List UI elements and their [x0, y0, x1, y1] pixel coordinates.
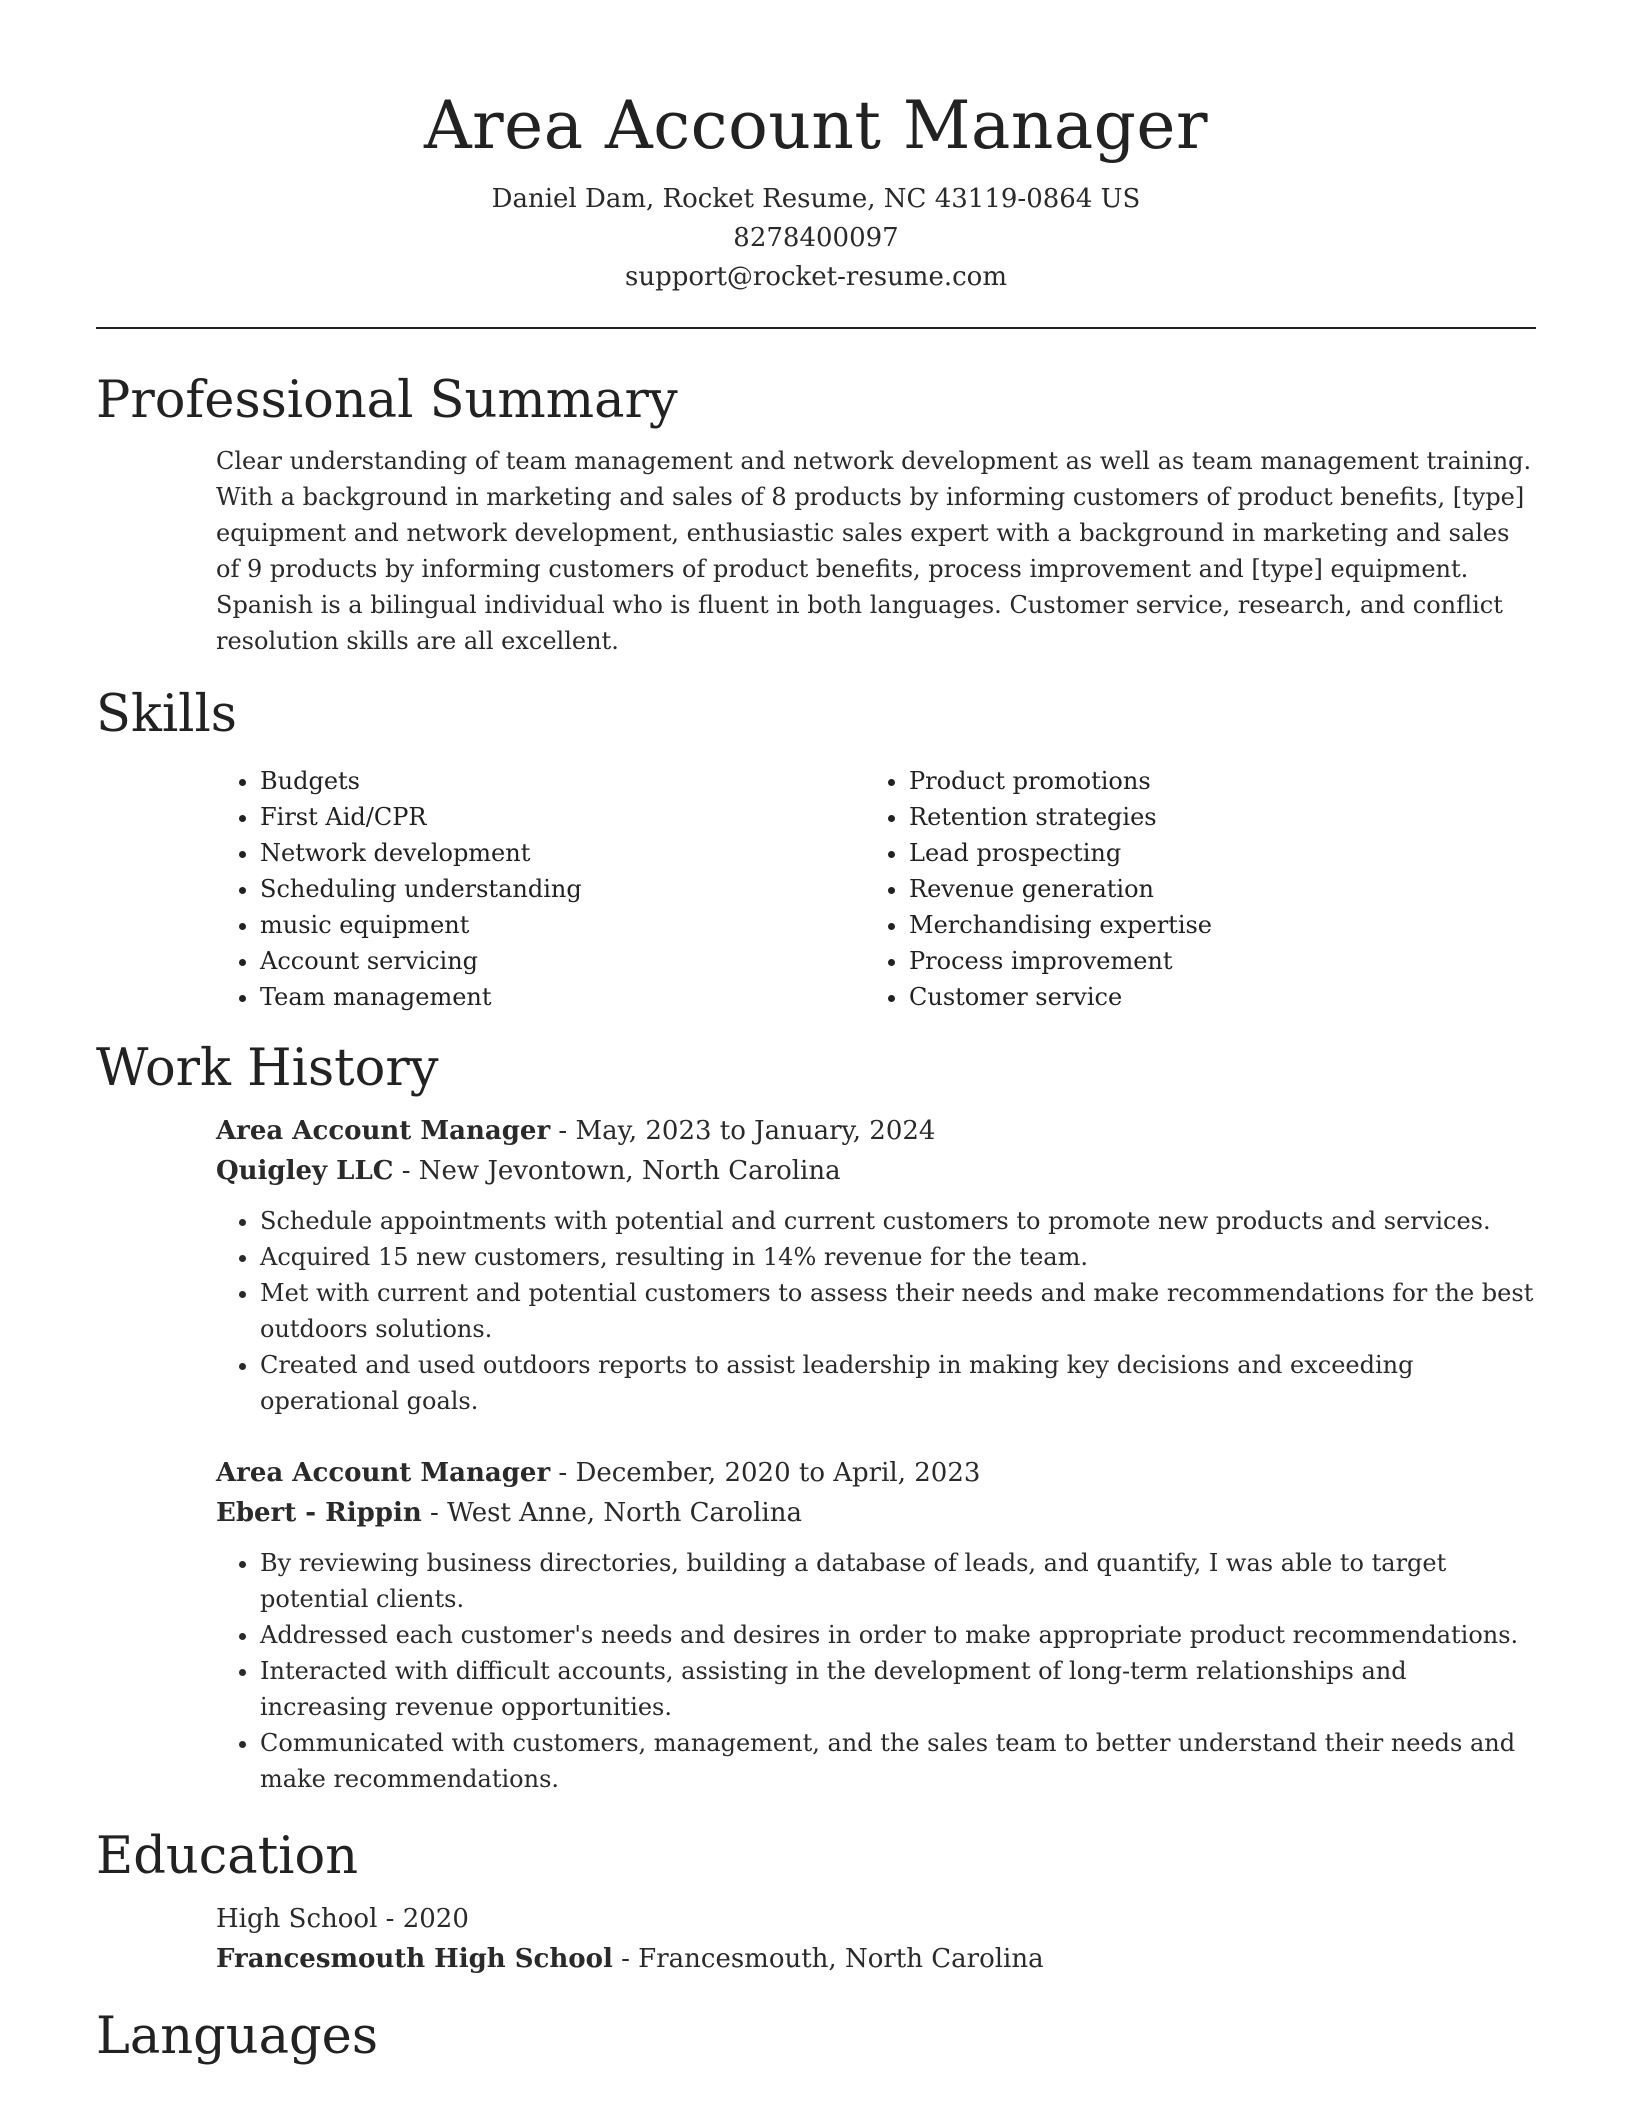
job-bullets	[216, 1545, 1536, 1797]
contact-info	[96, 180, 1536, 297]
job-bullet: • By reviewing business directories, building a database of leads, and quantify, I was able to target potential clients.	[260, 1545, 1536, 1617]
education-section	[96, 1825, 1536, 1979]
job-dates: May, 2023 to January, 2024	[575, 1116, 936, 1146]
skill-item: • First Aid/CPR	[260, 799, 865, 835]
header-divider	[96, 327, 1536, 329]
skill-item: • Team management	[260, 979, 865, 1015]
job-bullets	[216, 1203, 1536, 1419]
skill-item: • Lead prospecting	[909, 835, 1514, 871]
job-company-line	[216, 1493, 1536, 1533]
work-history-section	[96, 1037, 1536, 1797]
summary-text: Clear understanding of team management and network development as well as team management training. With a background in marketing and sales of 8 products by informing customers of product benefits, [type] equipment and network development, enthusiastic sales expert with a background in marketing and sales of 9 products by informing customers of product benefits, process improvement and [type] equipment. Spanish is a bilingual individual who is fluent in both languages. Customer service, research, and conflict resolution skills are all excellent.	[216, 447, 1532, 655]
skill-item: • Network development	[260, 835, 865, 871]
job-bullet: • Met with current and potential customers to assess their needs and make recommendations for the best outdoors solutions.	[260, 1275, 1536, 1347]
job-title: Area Account Manager	[216, 1458, 551, 1488]
job-company: Ebert - Rippin	[216, 1498, 422, 1528]
skills-columns	[216, 763, 1536, 1015]
work-history-title: Work History	[96, 1039, 439, 1098]
contact-address: Daniel Dam, Rocket Resume, NC 43119-0864 US	[491, 184, 1141, 214]
resume-header	[96, 0, 1536, 297]
education-school: Francesmouth High School	[216, 1944, 613, 1974]
job-title-line	[216, 1111, 1536, 1151]
job-bullet: • Schedule appointments with potential and current customers to promote new products and services.	[260, 1203, 1536, 1239]
skills-left-list	[216, 763, 865, 1015]
education-separator: -	[385, 1904, 403, 1934]
skills-title: Skills	[96, 685, 237, 744]
job-entry	[216, 1453, 1536, 1797]
job-title-line	[216, 1453, 1536, 1493]
summary-title: Professional Summary	[96, 371, 678, 430]
job-bullet: • Communicated with customers, management, and the sales team to better understand their needs and make recommendations.	[260, 1725, 1536, 1797]
education-degree: High School	[216, 1904, 378, 1934]
job-location: West Anne, North Carolina	[447, 1498, 802, 1528]
skill-item: • Budgets	[260, 763, 865, 799]
languages-section	[96, 2005, 1536, 2069]
skill-item: • music equipment	[260, 907, 865, 943]
skill-item: • Customer service	[909, 979, 1514, 1015]
education-title: Education	[96, 1827, 359, 1886]
job-separator: -	[430, 1498, 448, 1528]
job-bullet: • Interacted with difficult accounts, assisting in the development of long-term relationships and increasing revenue opportunities.	[260, 1653, 1536, 1725]
skill-item: • Scheduling understanding	[260, 871, 865, 907]
skill-item: • Process improvement	[909, 943, 1514, 979]
skills-section	[96, 683, 1536, 1015]
job-separator: -	[558, 1116, 576, 1146]
job-separator: -	[558, 1458, 576, 1488]
skill-item: • Retention strategies	[909, 799, 1514, 835]
education-school-line	[216, 1939, 1536, 1979]
job-bullet: • Created and used outdoors reports to assist leadership in making key decisions and exceeding operational goals.	[260, 1347, 1536, 1419]
education-entry	[216, 1899, 1536, 1979]
education-year: 2020	[402, 1904, 469, 1934]
contact-email: support@rocket-resume.com	[624, 262, 1007, 292]
skill-item: • Account servicing	[260, 943, 865, 979]
job-bullet: • Acquired 15 new customers, resulting in 14% revenue for the team.	[260, 1239, 1536, 1275]
job-title: Area Account Manager	[216, 1116, 551, 1146]
job-entry	[216, 1111, 1536, 1419]
skills-right-list	[865, 763, 1514, 1015]
skill-item: • Revenue generation	[909, 871, 1514, 907]
job-dates: December, 2020 to April, 2023	[575, 1458, 981, 1488]
education-location: Francesmouth, North Carolina	[638, 1944, 1044, 1974]
job-company-line	[216, 1151, 1536, 1191]
contact-phone: 8278400097	[733, 223, 899, 253]
job-company: Quigley LLC	[216, 1156, 394, 1186]
job-bullet: • Addressed each customer's needs and desires in order to make appropriate product recommendations.	[260, 1617, 1536, 1653]
job-separator: -	[401, 1156, 419, 1186]
summary-section	[96, 369, 1536, 659]
skill-item: • Merchandising expertise	[909, 907, 1514, 943]
education-separator: -	[621, 1944, 639, 1974]
job-location: New Jevontown, North Carolina	[418, 1156, 841, 1186]
languages-title: Languages	[96, 2007, 379, 2066]
resume-name: Area Account Manager	[423, 87, 1209, 164]
skill-item: • Product promotions	[909, 763, 1514, 799]
education-degree-line	[216, 1899, 1536, 1939]
